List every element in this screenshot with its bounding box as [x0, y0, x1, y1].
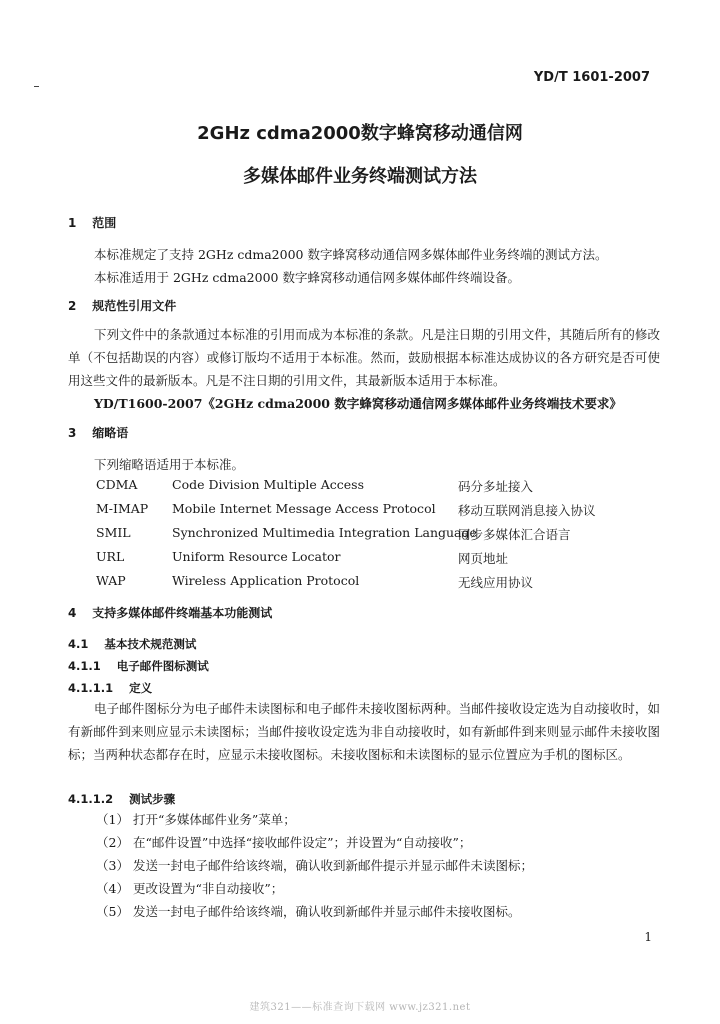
section-4-1-heading: [68, 636, 196, 652]
section-3-intro: 下列缩略语适用于本标准。: [94, 457, 245, 472]
section-4-1-1-2-heading: [68, 791, 175, 807]
section-4-title: 支持多媒体邮件终端基本功能测试: [92, 606, 273, 620]
section-4-1-1-1-para: 电子邮件图标分为电子邮件未读图标和电子邮件未接收图标两种。当邮件接收设定选为自动接收时，如有新邮件到来则应显示未读图标；当邮件接收设定选为非自动接收时，如有新邮件到来则显示邮件未接收图标；当两种状态都存在时，应显示未接收图标。未接收图标和未读图标的显示位置应为手机的图标区。: [68, 701, 660, 762]
section-1-para-2: 本标准适用于 2GHz cdma2000 数字蜂窝移动通信网多媒体邮件终端设备。: [94, 270, 520, 285]
section-1-number: 1: [68, 216, 77, 230]
section-3-heading: [68, 424, 128, 441]
step-number: （4）: [96, 881, 129, 896]
abbr-chinese: 码分多址接入: [458, 479, 534, 494]
section-4-1-title: 基本技术规范测试: [104, 637, 197, 651]
section-2-heading: [68, 297, 176, 314]
abbr-code: CDMA: [96, 477, 138, 492]
abbr-chinese: 移动互联网消息接入协议: [458, 503, 596, 518]
step-number: （2）: [96, 835, 129, 850]
abbr-english: Uniform Resource Locator: [172, 549, 341, 564]
abbr-chinese: 网页地址: [458, 551, 509, 566]
step-text: 更改设置为“非自动接收”；: [133, 881, 284, 896]
abbr-english: Synchronized Multimedia Integration Language: [172, 525, 477, 540]
step-text: 打开“多媒体邮件业务”菜单；: [133, 812, 296, 827]
abbr-chinese: 无线应用协议: [458, 575, 534, 590]
step-number: （3）: [96, 858, 129, 873]
standard-number: YD/T 1601-2007: [533, 70, 650, 85]
section-4-number: 4: [68, 606, 77, 620]
section-1-heading: [68, 214, 116, 231]
section-4-1-1-1-title: 定义: [129, 681, 153, 695]
section-3-title: 缩略语: [92, 426, 129, 440]
abbr-english: Wireless Application Protocol: [172, 573, 360, 588]
title-line-1: 2GHz cdma2000数字蜂窝移动通信网: [197, 123, 523, 144]
section-2-title: 规范性引用文件: [92, 299, 177, 313]
section-4-heading: [68, 604, 272, 621]
step-text: 在“邮件设置”中选择“接收邮件设定”；并设置为“自动接收”；: [133, 835, 472, 850]
section-4-1-1-number: 4.1.1: [68, 659, 101, 673]
abbr-english: Mobile Internet Message Access Protocol: [172, 501, 436, 516]
section-2-para-1: 下列文件中的条款通过本标准的引用而成为本标准的条款。凡是注日期的引用文件，其随后所有的修改单（不包括勘误的内容）或修订版均不适用于本标准。然而，鼓励根据本标准达成协议的各方研究是否可使用这些文件的最新版本。凡是不注日期的引用文件，其最新版本适用于本标准。: [68, 327, 660, 388]
footer-watermark: 建筑321——标准查询下载网 www.jz321.net: [249, 1002, 471, 1013]
step-number: （5）: [96, 904, 129, 919]
scan-mark: [34, 86, 39, 87]
step-text: 发送一封电子邮件给该终端，确认收到新邮件提示并显示邮件未读图标；: [133, 858, 534, 873]
section-1-para-1: 本标准规定了支持 2GHz cdma2000 数字蜂窝移动通信网多媒体邮件业务终端的测试方法。: [94, 247, 608, 262]
section-1-title: 范围: [92, 216, 117, 230]
abbr-code: URL: [96, 549, 125, 564]
section-3-number: 3: [68, 426, 77, 440]
section-4-1-number: 4.1: [68, 637, 89, 651]
abbr-chinese: 同步多媒体汇合语言: [458, 527, 571, 542]
abbr-code: SMIL: [96, 525, 131, 540]
title-line-2: 多媒体邮件业务终端测试方法: [243, 166, 477, 187]
step-text: 发送一封电子邮件给该终端，确认收到新邮件并显示邮件未接收图标。: [133, 904, 521, 919]
section-4-1-1-1-number: 4.1.1.1: [68, 681, 114, 695]
abbr-code: M-IMAP: [96, 501, 149, 516]
section-4-1-1-2-number: 4.1.1.2: [68, 792, 114, 806]
section-4-1-1-2-title: 测试步骤: [129, 792, 176, 806]
section-4-1-1-1-heading: [68, 680, 152, 696]
section-4-1-1-heading: [68, 658, 209, 674]
step-number: （1）: [96, 812, 129, 827]
page-number: 1: [644, 930, 652, 944]
section-2-number: 2: [68, 299, 77, 313]
section-4-1-1-title: 电子邮件图标测试: [116, 659, 209, 673]
abbr-code: WAP: [96, 573, 126, 588]
abbr-english: Code Division Multiple Access: [172, 477, 364, 492]
reference-1: YD/T1600-2007《2GHz cdma2000 数字蜂窝移动通信网多媒体邮件业务终端技术要求》: [94, 396, 622, 411]
